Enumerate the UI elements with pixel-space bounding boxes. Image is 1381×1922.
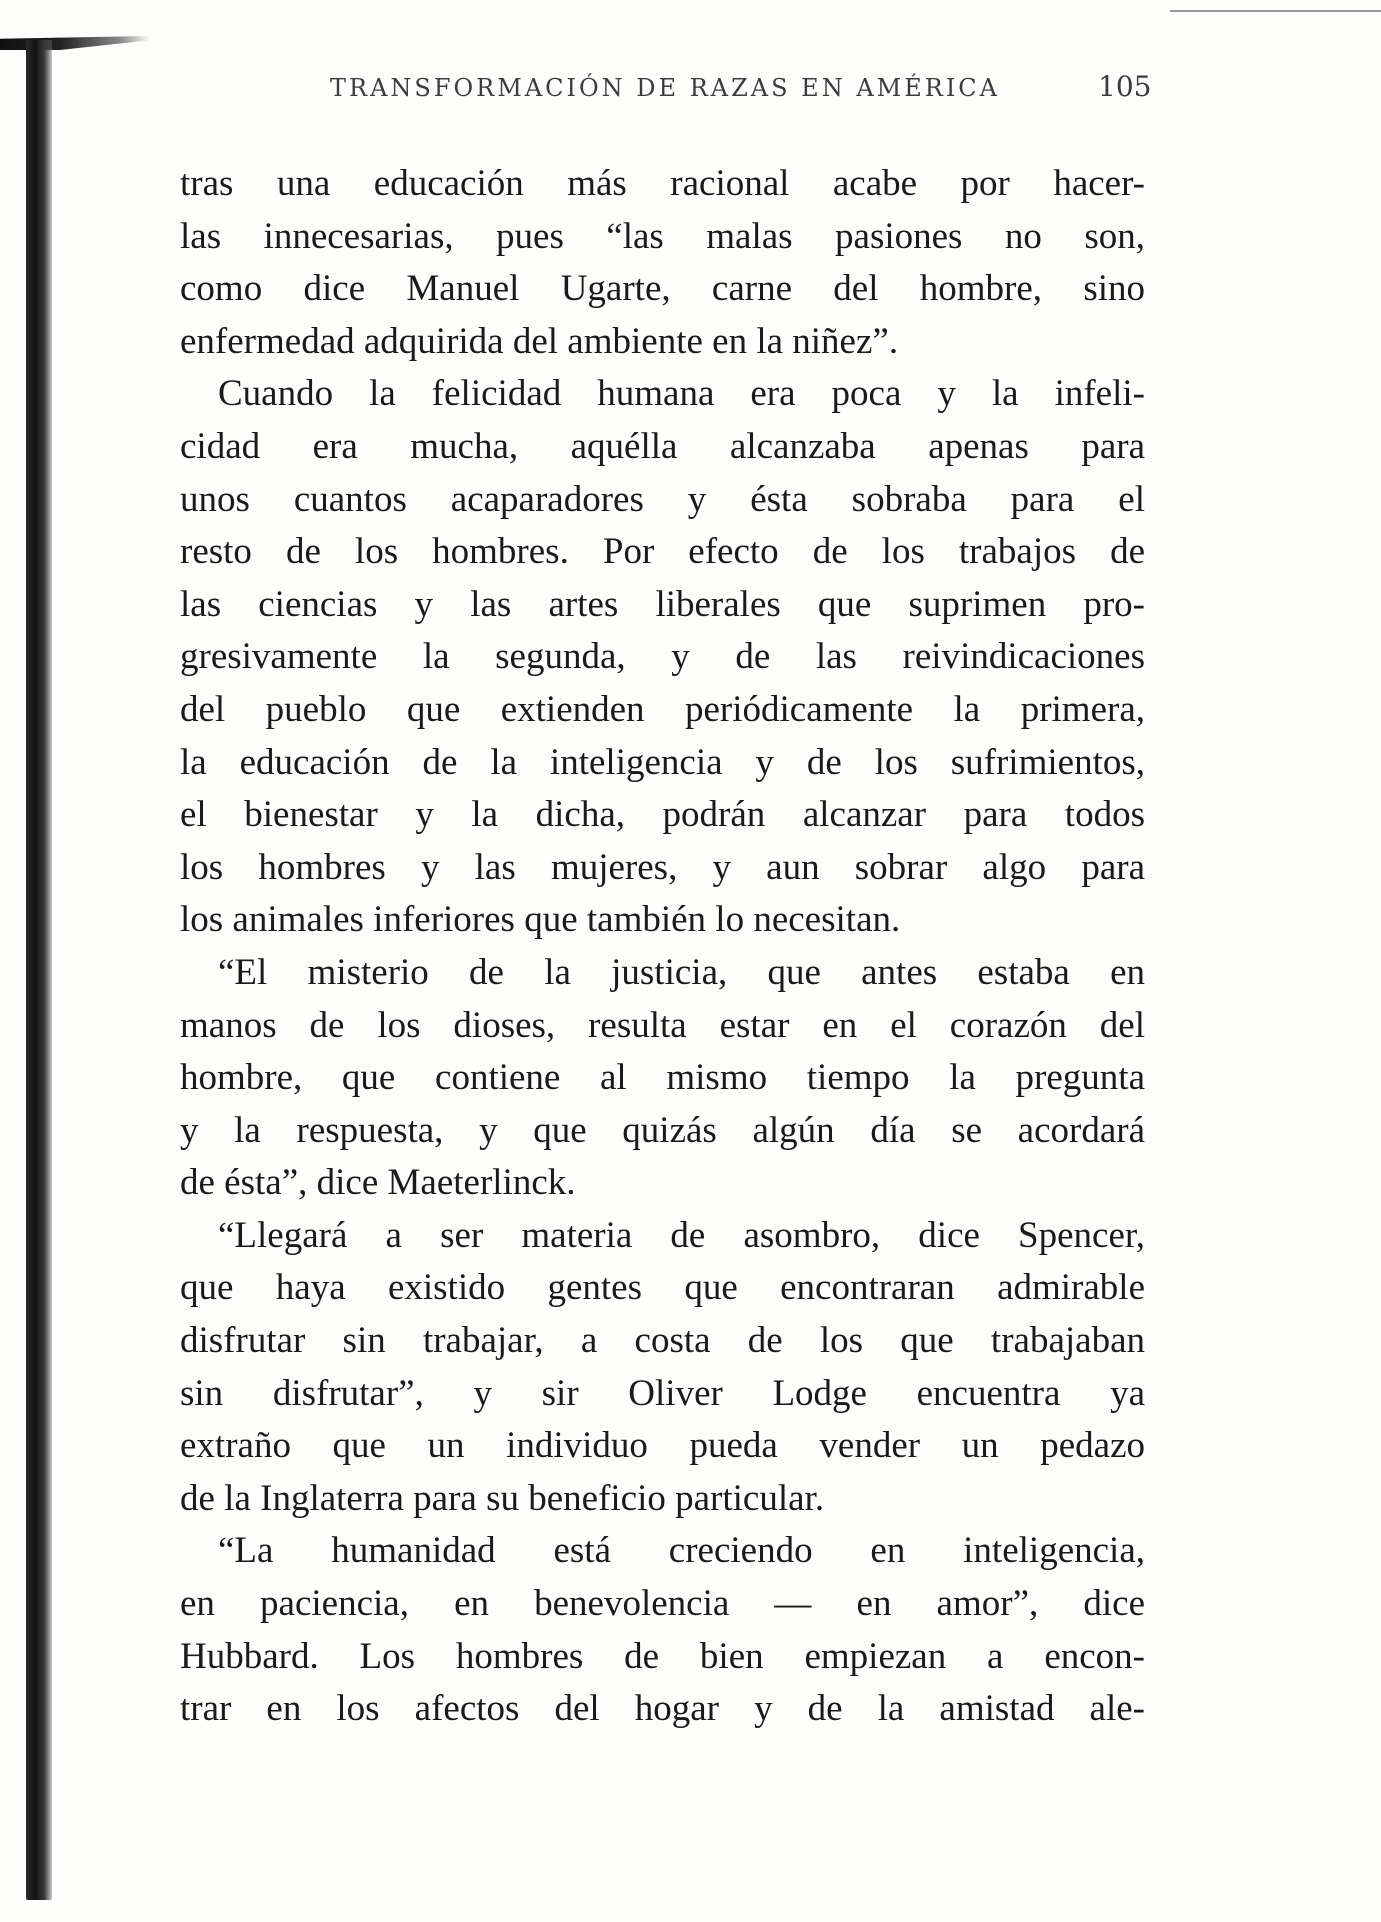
text-line: el bienestar y la dicha, podrán alcanzar para todos — [180, 794, 1145, 836]
text-line: “Llegará a ser materia de asombro, dice Spencer, — [218, 1214, 1145, 1256]
text-line: Cuando la felicidad humana era poca y la infeli- — [218, 373, 1145, 415]
text-line: Hubbard. Los hombres de bien empiezan a encon- — [180, 1635, 1145, 1677]
body-text — [180, 158, 1145, 1736]
text-line: las ciencias y las artes liberales que suprimen pro- — [180, 583, 1145, 625]
text-line: que haya existido gentes que encontraran admirable — [180, 1267, 1145, 1309]
binding-flare — [0, 36, 150, 50]
text-line: manos de los dioses, resulta estar en el corazón del — [180, 1004, 1145, 1046]
text-line: los hombres y las mujeres, y aun sobrar algo para — [180, 846, 1145, 888]
text-line: enfermedad adquirida del ambiente en la niñez”. — [180, 320, 899, 362]
text-line: los animales inferiores que también lo necesitan. — [180, 899, 901, 941]
text-line: sin disfrutar”, y sir Oliver Lodge encuentra ya — [180, 1372, 1145, 1414]
text-line: del pueblo que extienden periódicamente la primera, — [180, 688, 1145, 730]
text-line: cidad era mucha, aquélla alcanzaba apenas para — [180, 425, 1145, 467]
text-line: en paciencia, en benevolencia — en amor”, dice — [180, 1583, 1145, 1625]
top-edge-rule — [1170, 10, 1381, 12]
text-line: extraño que un individuo pueda vender un pedazo — [180, 1425, 1145, 1467]
text-line: resto de los hombres. Por efecto de los trabajos de — [180, 531, 1145, 573]
text-line: de ésta”, dice Maeterlinck. — [180, 1162, 576, 1204]
text-line: trar en los afectos del hogar y de la amistad ale- — [180, 1688, 1145, 1730]
text-line: tras una educación más racional acabe por hacer- — [180, 163, 1145, 204]
text-line: “El misterio de la justicia, que antes estaba en — [218, 951, 1145, 993]
text-line: “La humanidad está creciendo en inteligencia, — [218, 1530, 1145, 1572]
running-head: TRANSFORMACIÓN DE RAZAS EN AMÉRICA — [330, 74, 1000, 102]
text-line: unos cuantos acaparadores y ésta sobraba para el — [180, 478, 1145, 520]
book-binding-edge — [26, 40, 52, 1900]
text-line: disfrutar sin trabajar, a costa de los que trabajaban — [180, 1320, 1145, 1362]
text-line: como dice Manuel Ugarte, carne del hombre, sino — [180, 268, 1145, 310]
text-line: de la Inglaterra para su beneficio particular. — [180, 1477, 825, 1519]
text-line: la educación de la inteligencia y de los sufrimientos, — [180, 741, 1145, 783]
text-line: hombre, que contiene al mismo tiempo la pregunta — [180, 1057, 1145, 1099]
page-number: 105 — [1098, 70, 1152, 103]
text-line: y la respuesta, y que quizás algún día se acordará — [180, 1109, 1145, 1151]
text-line: gresivamente la segunda, y de las reivindicaciones — [180, 636, 1145, 678]
text-line: las innecesarias, pues “las malas pasiones no son, — [180, 215, 1145, 257]
